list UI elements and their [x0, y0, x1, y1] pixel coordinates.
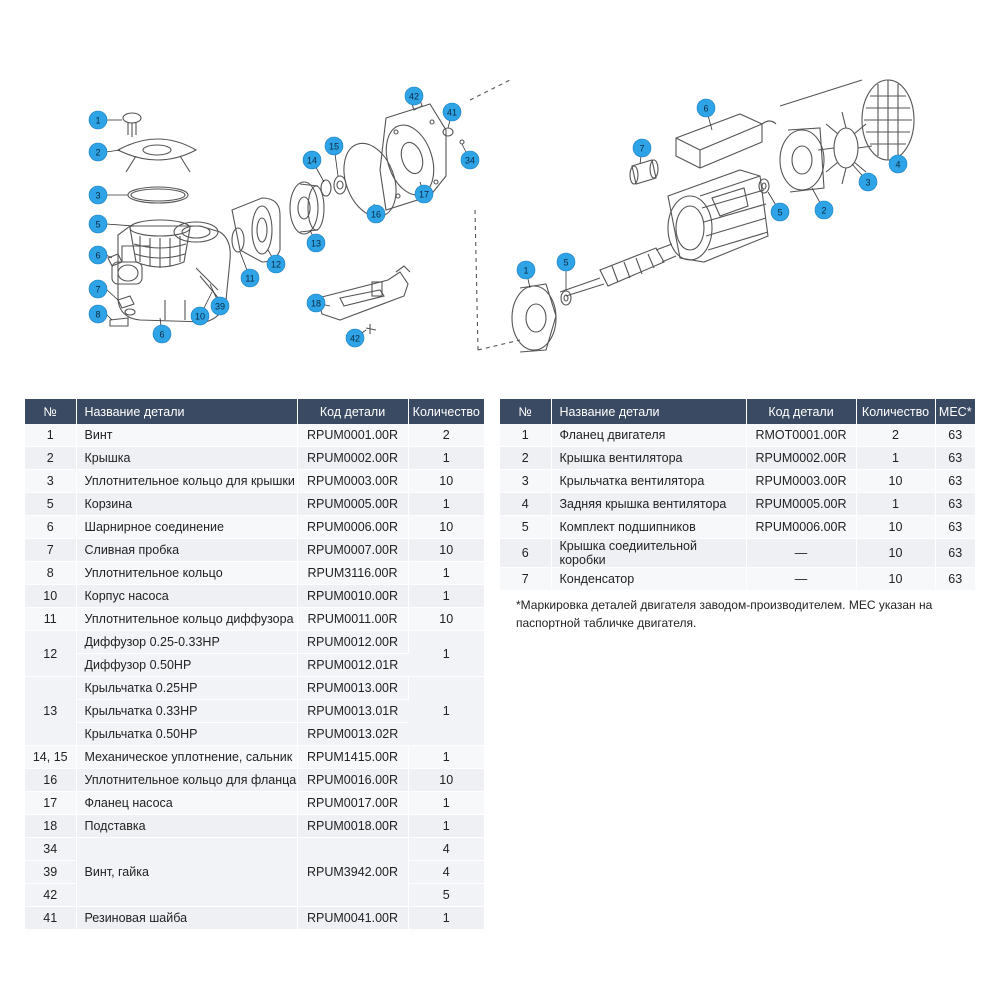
motor-callout-label: 5 [777, 207, 783, 218]
pump-callout-label: 17 [418, 189, 430, 200]
footnote: *Маркировка деталей двигателя заводом-производителем. МЕС указан на паспортной табличке двигателя. [516, 598, 933, 630]
pump-basket-drawing [130, 220, 190, 268]
table-row [25, 815, 484, 838]
part-quantity: 1 [408, 585, 484, 608]
pump-callout-label: 2 [95, 147, 101, 158]
pump-callout-label: 5 [95, 219, 101, 230]
part-code: RPUM0013.02R [297, 723, 408, 746]
pump-callout-label: 10 [194, 311, 206, 322]
pump-callout [241, 269, 259, 287]
part-code: RPUM0001.00R [297, 424, 408, 447]
header-code: Код детали [746, 399, 856, 424]
pump-callout-label: 42 [349, 333, 361, 344]
diffuser-drawing [232, 198, 280, 262]
pump-callout-label: 16 [370, 209, 382, 220]
pump-callout [461, 151, 479, 169]
part-number: 42 [25, 884, 76, 907]
pump-callout [415, 185, 433, 203]
pump-callout-label: 6 [95, 250, 101, 261]
part-code: RPUM0016.00R [297, 769, 408, 792]
pump-callout-label: 14 [306, 155, 318, 166]
part-number: 11 [25, 608, 76, 631]
table-row [500, 447, 975, 470]
part-code: RPUM0005.00R [297, 493, 408, 516]
capacitor-drawing [630, 160, 658, 184]
part-name: Крыльчатка вентилятора [551, 470, 746, 493]
part-name: Механическое уплотнение, сальник [76, 746, 297, 769]
pump-callout [153, 325, 171, 343]
part-code: RPUM0010.00R [297, 585, 408, 608]
pump-flange-drawing [378, 104, 446, 210]
pump-callout-label: 15 [328, 141, 340, 152]
part-mec: 63 [935, 424, 975, 447]
part-quantity: 10 [856, 568, 935, 591]
table-row [500, 516, 975, 539]
part-quantity: 5 [408, 884, 484, 907]
part-number: 41 [25, 907, 76, 930]
part-name: Комплект подшипников [551, 516, 746, 539]
motor-callout-label: 3 [865, 177, 871, 188]
part-code: RPUM0041.00R [297, 907, 408, 930]
part-code: RPUM0006.00R [746, 516, 856, 539]
part-number: 12 [25, 631, 76, 677]
part-name: Крыльчатка 0.33HP [76, 700, 297, 723]
part-number: 3 [25, 470, 76, 493]
part-code: RPUM0017.00R [297, 792, 408, 815]
part-name: Задняя крышка вентилятора [551, 493, 746, 516]
part-name: Сливная пробка [76, 539, 297, 562]
part-code: RPUM0011.00R [297, 608, 408, 631]
table-row [25, 539, 484, 562]
motor-callout [517, 261, 535, 279]
part-number: 18 [25, 815, 76, 838]
part-code: RPUM1415.00R [297, 746, 408, 769]
part-name: Крышка [76, 447, 297, 470]
table-row [500, 568, 975, 591]
table-row [500, 424, 975, 447]
pump-callout-label: 12 [270, 259, 282, 270]
part-name: Уплотнительное кольцо диффузора [76, 608, 297, 631]
part-number: 5 [25, 493, 76, 516]
table-row [25, 907, 484, 930]
part-code: RPUM0013.00R [297, 677, 408, 700]
part-name: Диффузор 0.50HP [76, 654, 297, 677]
part-name: Фланец насоса [76, 792, 297, 815]
part-quantity: 4 [408, 838, 484, 861]
part-mec: 63 [935, 447, 975, 470]
header-num: № [500, 399, 551, 424]
pump-callout-label: 6 [159, 329, 165, 340]
part-name: Винт [76, 424, 297, 447]
fan-drawing [818, 112, 872, 184]
part-number: 6 [500, 539, 551, 568]
part-quantity: 10 [856, 516, 935, 539]
part-number: 8 [25, 562, 76, 585]
part-quantity: 1 [408, 447, 484, 470]
part-quantity: 1 [408, 792, 484, 815]
part-quantity: 1 [408, 493, 484, 516]
table-row [25, 447, 484, 470]
part-number: 6 [25, 516, 76, 539]
motor-callout [771, 203, 789, 221]
part-code: RPUM0003.00R [746, 470, 856, 493]
part-quantity: 2 [408, 424, 484, 447]
part-quantity: 1 [408, 746, 484, 769]
header-mec: МЕС* [935, 399, 975, 424]
part-code: RPUM0005.00R [746, 493, 856, 516]
table-row [500, 539, 975, 568]
part-code: RPUM0018.00R [297, 815, 408, 838]
part-code: RPUM0012.01R [297, 654, 408, 677]
part-quantity: 2 [856, 424, 935, 447]
pump-screw-drawing [123, 113, 141, 137]
part-code: — [746, 568, 856, 591]
motor-callout [697, 99, 715, 117]
pump-callout [89, 246, 107, 264]
part-number: 5 [500, 516, 551, 539]
motor-callout-label: 6 [703, 103, 709, 114]
pump-callout-label: 1 [95, 115, 101, 126]
part-number: 7 [25, 539, 76, 562]
part-mec: 63 [935, 568, 975, 591]
header-code: Код детали [297, 399, 408, 424]
part-number: 34 [25, 838, 76, 861]
part-quantity: 10 [408, 769, 484, 792]
table-row [25, 424, 484, 447]
pump-callout-label: 8 [95, 309, 101, 320]
part-number: 1 [25, 424, 76, 447]
table-row [25, 608, 484, 631]
header-name: Название детали [551, 399, 746, 424]
pump-callout [367, 205, 385, 223]
part-number: 3 [500, 470, 551, 493]
part-quantity: 10 [408, 539, 484, 562]
table-row [500, 470, 975, 493]
pump-callout [267, 255, 285, 273]
part-name: Крыльчатка 0.25HP [76, 677, 297, 700]
part-mec: 63 [935, 470, 975, 493]
pump-callout-label: 39 [214, 301, 226, 312]
part-name: Фланец двигателя [551, 424, 746, 447]
part-mec: 63 [935, 516, 975, 539]
motor-callout [815, 201, 833, 219]
part-number: 16 [25, 769, 76, 792]
pump-callout [307, 234, 325, 252]
part-code: RPUM0002.00R [746, 447, 856, 470]
part-quantity: 1 [856, 493, 935, 516]
part-number: 13 [25, 677, 76, 746]
part-code: RPUM0003.00R [297, 470, 408, 493]
motor-callout-label: 5 [563, 257, 569, 268]
pump-callout [303, 151, 321, 169]
table-row [25, 516, 484, 539]
pump-callout [325, 137, 343, 155]
part-code: RPUM0012.00R [297, 631, 408, 654]
pump-callout-label: 41 [446, 107, 458, 118]
pump-callout-label: 7 [95, 284, 101, 295]
table-row [500, 493, 975, 516]
part-code: RPUM0013.01R [297, 700, 408, 723]
part-code: RMOT0001.00R [746, 424, 856, 447]
pump-callout-label: 13 [310, 238, 322, 249]
part-name: Корзина [76, 493, 297, 516]
part-name: Уплотнительное кольцо для крышки [76, 470, 297, 493]
fan-cover-drawing [862, 80, 914, 160]
pump-callout [89, 186, 107, 204]
part-name: Крышка вентилятора [551, 447, 746, 470]
table-row [25, 769, 484, 792]
table-header [25, 399, 484, 424]
pump-callout-label: 18 [310, 298, 322, 309]
motor-callout [889, 155, 907, 173]
table-row [25, 677, 484, 700]
part-quantity: 1 [856, 447, 935, 470]
header-num: № [25, 399, 76, 424]
table-row [25, 493, 484, 516]
rear-shield-drawing [780, 128, 824, 192]
part-quantity: 10 [408, 608, 484, 631]
part-name: Диффузор 0.25-0.33HP [76, 631, 297, 654]
part-number: 10 [25, 585, 76, 608]
motor-callout-label: 7 [639, 143, 645, 154]
motor-callout-label: 1 [523, 265, 529, 276]
part-name: Уплотнительное кольцо для фланца [76, 769, 297, 792]
table-row [25, 746, 484, 769]
pump-callout [307, 294, 325, 312]
pump-stand-drawing [318, 266, 410, 334]
pump-callout [346, 329, 364, 347]
part-quantity: 1 [408, 907, 484, 930]
part-quantity: 4 [408, 861, 484, 884]
table-header [500, 399, 975, 424]
table-row [25, 470, 484, 493]
part-number: 2 [25, 447, 76, 470]
part-number: 39 [25, 861, 76, 884]
table-row [25, 585, 484, 608]
part-quantity: 1 [408, 631, 484, 677]
header-qty: Количество [408, 399, 484, 424]
motor-flange-drawing [512, 284, 556, 352]
part-name: Конденсатор [551, 568, 746, 591]
pump-callout [405, 87, 423, 105]
motor-callout [859, 173, 877, 191]
part-mec: 63 [935, 493, 975, 516]
table-row [25, 562, 484, 585]
impeller-drawing [290, 182, 324, 234]
part-number: 7 [500, 568, 551, 591]
pump-callout [443, 103, 461, 121]
pump-cover-drawing [118, 139, 196, 172]
part-mec: 63 [935, 539, 975, 568]
pump-callout [89, 143, 107, 161]
table-row [25, 838, 484, 861]
part-quantity: 10 [408, 516, 484, 539]
motor-callout [557, 253, 575, 271]
part-number: 17 [25, 792, 76, 815]
pump-callout [191, 307, 209, 325]
pump-callout [211, 297, 229, 315]
part-number: 4 [500, 493, 551, 516]
motor-callout-label: 2 [821, 205, 827, 216]
part-code: RPUM0007.00R [297, 539, 408, 562]
terminal-box-cover-drawing [676, 114, 776, 168]
part-quantity: 1 [408, 677, 484, 746]
motor-parts-table [500, 399, 975, 591]
exploded-parts-diagram [0, 0, 1000, 380]
part-quantity: 1 [408, 562, 484, 585]
pump-callout-label: 34 [464, 155, 476, 166]
motor-callout [633, 139, 651, 157]
part-number: 1 [500, 424, 551, 447]
part-quantity: 10 [408, 470, 484, 493]
pump-callout [89, 305, 107, 323]
pump-callout [89, 280, 107, 298]
part-number: 2 [500, 447, 551, 470]
header-name: Название детали [76, 399, 297, 424]
part-code: RPUM3942.00R [297, 838, 408, 907]
part-name: Резиновая шайба [76, 907, 297, 930]
rotor-drawing [560, 244, 676, 296]
pump-callout-label: 42 [408, 91, 420, 102]
motor-callout-label: 4 [895, 159, 901, 170]
pump-parts-table [25, 399, 484, 930]
pump-callout [89, 111, 107, 129]
part-name: Шарнирное соединение [76, 516, 297, 539]
part-number: 14, 15 [25, 746, 76, 769]
table-row [25, 792, 484, 815]
motor-body-drawing [668, 170, 768, 262]
part-name: Подставка [76, 815, 297, 838]
part-quantity: 10 [856, 539, 935, 568]
pump-callout-label: 3 [95, 190, 101, 201]
part-name: Корпус насоса [76, 585, 297, 608]
part-name: Крыльчатка 0.50HP [76, 723, 297, 746]
part-quantity: 1 [408, 815, 484, 838]
part-name: Уплотнительное кольцо [76, 562, 297, 585]
table-row [25, 631, 484, 654]
part-name: Крышка соедиительной коробки [551, 539, 746, 568]
pump-callout-label: 11 [245, 273, 255, 284]
header-qty: Количество [856, 399, 935, 424]
pump-callout [89, 215, 107, 233]
part-code: RPUM3116.00R [297, 562, 408, 585]
part-name: Винт, гайка [76, 838, 297, 907]
part-code: RPUM0002.00R [297, 447, 408, 470]
part-quantity: 10 [856, 470, 935, 493]
part-code: RPUM0006.00R [297, 516, 408, 539]
part-code: — [746, 539, 856, 568]
